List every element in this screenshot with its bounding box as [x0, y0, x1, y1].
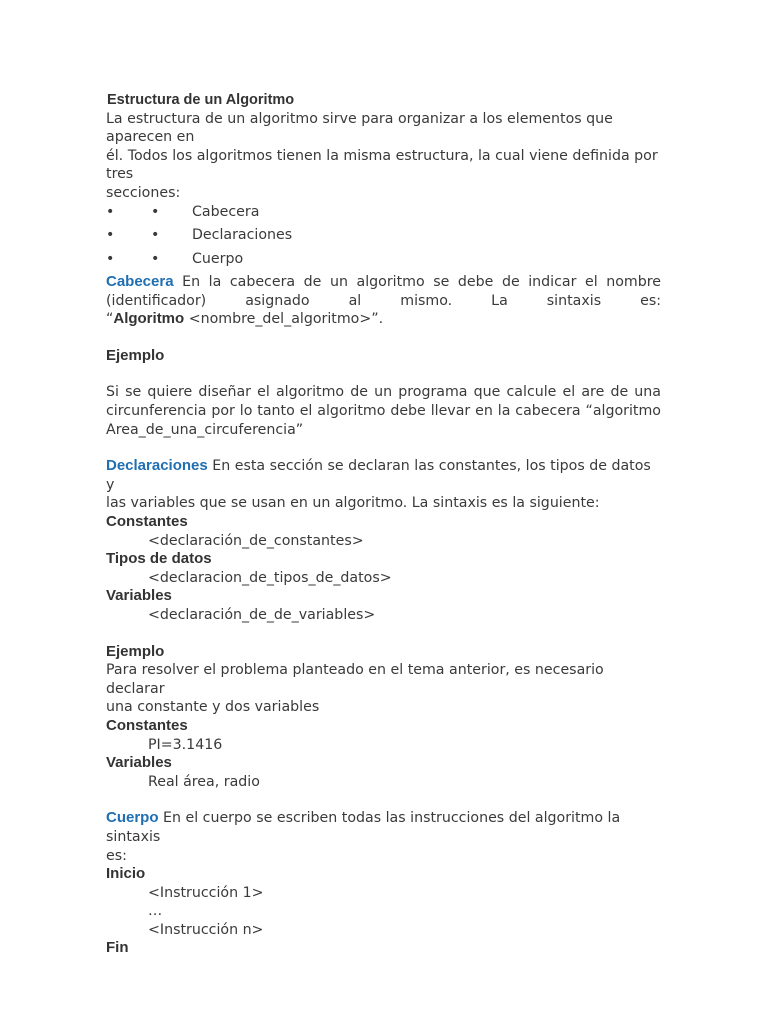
cuerpo-line-1 — [106, 809, 661, 846]
constantes-label: Constantes — [106, 513, 188, 530]
constantes-syntax: <declaración_de_constantes> — [148, 532, 364, 549]
tipos-label: Tipos de datos — [106, 550, 212, 568]
variables-label: Variables — [106, 587, 172, 605]
ellipsis: … — [148, 903, 163, 920]
list-item — [106, 250, 661, 274]
cabecera-line-1 — [106, 273, 661, 292]
bullet-marker: • — [106, 203, 115, 220]
ejemplo-constantes-label: Constantes — [106, 716, 188, 734]
bullet-marker: • — [151, 203, 160, 220]
pi-constant: PI=3.1416 — [148, 736, 223, 753]
declaraciones-section — [106, 457, 661, 624]
ejemplo-heading-1: Ejemplo — [106, 346, 165, 364]
cabecera-section — [106, 273, 661, 329]
fin-label: Fin — [106, 939, 129, 957]
instruccion-n: <Instrucción n> — [148, 921, 264, 938]
bullet-text: Cuerpo — [192, 250, 244, 267]
declaraciones-keyword: Declaraciones — [106, 457, 208, 475]
declaraciones-line-2: las variables que se usan en un algoritmo. La sintaxis es la siguiente: — [106, 495, 600, 512]
bullet-marker: • — [151, 227, 160, 244]
intro-line-1: La estructura de un algoritmo sirve para organizar a los elementos que aparecen en — [106, 110, 613, 146]
intro-line-3: secciones: — [106, 184, 181, 201]
quote-open: “ — [106, 311, 114, 328]
inicio-label: Inicio — [106, 865, 146, 883]
bullet-marker: • — [106, 227, 115, 244]
ejemplo-1-line-1: Si se quiere diseñar el algoritmo de un programa que calcule el are de una — [106, 384, 661, 401]
declaraciones-line-1 — [106, 457, 661, 494]
cabecera-syntax — [106, 310, 661, 329]
ejemplo-variables-label: Variables — [106, 754, 172, 772]
variables-value: Real área, radio — [148, 773, 260, 790]
ejemplo-heading-2: Ejemplo — [106, 642, 165, 660]
cuerpo-section — [106, 809, 661, 958]
variables-syntax: <declaración_de_de_variables> — [148, 606, 376, 623]
cabecera-syntax-rest: <nombre_del_algoritmo>”. — [184, 311, 384, 328]
cuerpo-text-1: En el cuerpo se escriben todas las instrucciones del algoritmo la sintaxis — [106, 810, 621, 845]
intro-line-2: él. Todos los algoritmos tienen la misma estructura, la cual viene definida por tres — [106, 147, 658, 183]
ejemplo-1-line-3: Area_de_una_circuferencia” — [106, 421, 304, 438]
bullet-text: Cabecera — [192, 203, 260, 220]
bullet-marker: • — [151, 250, 160, 267]
bullet-marker: • — [106, 250, 115, 267]
document-page — [106, 91, 661, 958]
cabecera-text-1: En la cabecera de un algoritmo se debe de indicar el nombre — [173, 274, 661, 291]
algoritmo-keyword: Algoritmo — [113, 310, 185, 328]
instruccion-1: <Instrucción 1> — [148, 884, 264, 901]
ejemplo-2-line-1: Para resolver el problema planteado en el tema anterior, es necesario declarar — [106, 662, 604, 697]
declaraciones-text-1: En esta sección se declaran las constantes, los tipos de datos y — [106, 458, 651, 493]
list-item — [106, 203, 661, 227]
ejemplo-1-line-2: circunferencia por lo tanto el algoritmo debe llevar en la cabecera “algoritmo — [106, 403, 661, 420]
cabecera-keyword: Cabecera — [106, 273, 174, 291]
cabecera-line-2: (identificador) asignado al mismo. La sintaxis es: — [106, 292, 661, 309]
ejemplo-2-line-2: una constante y dos variables — [106, 699, 320, 716]
ejemplo-2-section — [106, 643, 661, 792]
ejemplo-1-paragraph — [106, 383, 661, 439]
intro-paragraph — [106, 110, 661, 203]
cuerpo-line-2: es: — [106, 847, 127, 864]
tipos-syntax: <declaracion_de_tipos_de_datos> — [148, 569, 392, 586]
bullet-text: Declaraciones — [192, 227, 293, 244]
list-item — [106, 226, 661, 250]
document-title: Estructura de un Algoritmo — [107, 92, 295, 108]
sections-bullet-list — [106, 203, 661, 274]
cuerpo-keyword: Cuerpo — [106, 809, 159, 827]
